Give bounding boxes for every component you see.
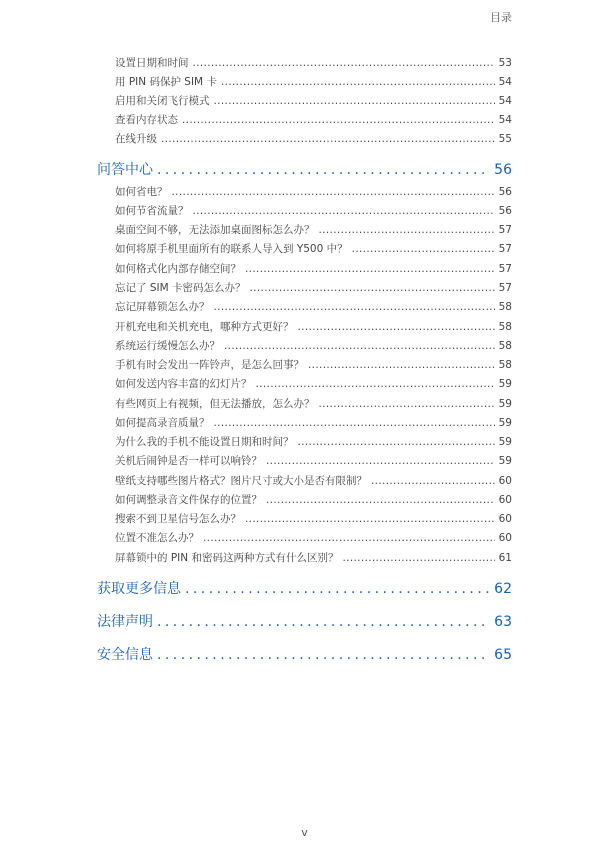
toc-entry-page: 56 xyxy=(498,205,512,217)
toc-entry-page: 54 xyxy=(498,76,512,88)
toc-entry-page: 60 xyxy=(498,513,512,525)
toc-entry-page: 57 xyxy=(498,224,512,236)
toc-entry-title: 设置日期和时间 xyxy=(115,57,189,69)
toc-leader-dots xyxy=(185,581,490,597)
toc-entry-page: 54 xyxy=(498,114,512,126)
toc-entry-page: 61 xyxy=(498,552,512,564)
toc-leader-dots xyxy=(157,614,490,630)
toc-entry-page: 53 xyxy=(498,57,512,69)
toc-entry-page: 60 xyxy=(498,475,512,487)
toc-entry[interactable] xyxy=(115,55,512,69)
toc-entry[interactable] xyxy=(115,396,512,410)
toc-leader-dots xyxy=(342,552,494,564)
toc-chapter-title: 问答中心 xyxy=(97,162,153,178)
toc-entry-title: 如何省电？ xyxy=(115,186,168,198)
toc-leader-dots xyxy=(266,455,495,467)
toc-entry[interactable] xyxy=(115,434,512,448)
toc-entry-title: 壁纸支持哪些图片格式？图片尺寸或大小是否有限制？ xyxy=(115,475,367,487)
toc-leader-dots xyxy=(172,186,495,198)
toc-chapter-page: 63 xyxy=(494,614,512,630)
toc-entry-page: 56 xyxy=(498,186,512,198)
toc-entry-title: 忘记了 SIM 卡密码怎么办？ xyxy=(115,282,246,294)
toc-entry[interactable] xyxy=(115,93,512,107)
toc-leader-dots xyxy=(214,417,495,429)
toc-entry[interactable] xyxy=(115,261,512,275)
toc-chapter-legal[interactable] xyxy=(97,611,512,631)
toc-entry[interactable] xyxy=(115,357,512,371)
toc-entry-page: 59 xyxy=(498,398,512,410)
toc-entry-title: 启用和关闭飞行模式 xyxy=(115,95,210,107)
toc-chapter-faq[interactable] xyxy=(97,159,512,179)
toc-entry[interactable] xyxy=(115,131,512,145)
toc-entry-page: 59 xyxy=(498,455,512,467)
toc-leader-dots xyxy=(250,282,495,294)
toc-entry[interactable] xyxy=(115,222,512,236)
toc-chapter-page: 62 xyxy=(494,581,512,597)
toc-leader-dots xyxy=(256,378,495,390)
toc-entry-page: 57 xyxy=(498,282,512,294)
toc-entry-page: 59 xyxy=(498,417,512,429)
toc-leader-dots xyxy=(161,133,495,145)
toc-entry-title: 开机充电和关机充电，哪种方式更好？ xyxy=(115,321,294,333)
toc-entry-title: 如何调整录音文件保存的位置？ xyxy=(115,494,262,506)
toc-entry-page: 58 xyxy=(498,340,512,352)
toc-entry-page: 55 xyxy=(498,133,512,145)
toc-leader-dots xyxy=(214,95,495,107)
toc-entry[interactable] xyxy=(115,530,512,544)
toc-entry-page: 58 xyxy=(498,301,512,313)
toc-entry-title: 位置不准怎么办？ xyxy=(115,532,199,544)
toc-entry-title: 查看内存状态 xyxy=(115,114,178,126)
toc-entry[interactable] xyxy=(115,299,512,313)
toc-entry-title: 手机有时会发出一阵铃声，是怎么回事？ xyxy=(115,359,304,371)
toc-entry[interactable] xyxy=(115,319,512,333)
toc-entry-title: 系统运行缓慢怎么办？ xyxy=(115,340,220,352)
toc-entry[interactable] xyxy=(115,241,512,255)
toc-leader-dots xyxy=(352,243,495,255)
toc-leader-dots xyxy=(203,532,495,544)
toc-chapter-more-info[interactable] xyxy=(97,578,512,598)
toc-leader-dots xyxy=(157,647,490,663)
page-header-title: 目录 xyxy=(490,11,512,24)
toc-entry-title: 关机后闹钟是否一样可以响铃？ xyxy=(115,455,262,467)
toc-entry[interactable] xyxy=(115,511,512,525)
toc-chapter-title: 法律声明 xyxy=(97,614,153,630)
toc-leader-dots xyxy=(182,114,495,126)
toc-entry-title: 屏幕锁中的 PIN 和密码这两种方式有什么区别？ xyxy=(115,552,339,564)
toc-leader-dots xyxy=(266,494,495,506)
toc-entry-page: 58 xyxy=(498,321,512,333)
toc-entry-page: 60 xyxy=(498,494,512,506)
toc-entry-title: 如何将原手机里面所有的联系人导入到 Y500 中？ xyxy=(115,243,348,255)
toc-entry-page: 59 xyxy=(498,378,512,390)
toc-leader-dots xyxy=(319,224,495,236)
toc-leader-dots xyxy=(193,57,495,69)
toc-entry[interactable] xyxy=(115,550,512,564)
toc-leader-dots xyxy=(224,340,495,352)
toc-entry-title: 桌面空间不够，无法添加桌面图标怎么办？ xyxy=(115,224,315,236)
toc-entry-title: 如何节省流量？ xyxy=(115,205,189,217)
toc-entry-page: 59 xyxy=(498,436,512,448)
toc-leader-dots xyxy=(298,436,495,448)
toc-leader-dots xyxy=(308,359,495,371)
toc-entry-title: 如何发送内容丰富的幻灯片？ xyxy=(115,378,252,390)
toc-chapter-title: 安全信息 xyxy=(97,647,153,663)
toc-entry-title: 为什么我的手机不能设置日期和时间？ xyxy=(115,436,294,448)
toc-entry[interactable] xyxy=(115,415,512,429)
toc-leader-dots xyxy=(245,513,495,525)
toc-entry-page: 58 xyxy=(498,359,512,371)
toc-entry-title: 如何提高录音质量？ xyxy=(115,417,210,429)
toc-entry[interactable] xyxy=(115,376,512,390)
toc-entry[interactable] xyxy=(115,280,512,294)
toc-entry[interactable] xyxy=(115,112,512,126)
toc-chapter-page: 56 xyxy=(494,162,512,178)
toc-entry[interactable] xyxy=(115,453,512,467)
toc-entry-title: 有些网页上有视频，但无法播放，怎么办？ xyxy=(115,398,315,410)
page-footer-number: v xyxy=(301,826,308,839)
toc-entry-page: 57 xyxy=(498,263,512,275)
toc-entry[interactable] xyxy=(115,338,512,352)
toc-chapter-safety[interactable] xyxy=(97,644,512,664)
toc-leader-dots xyxy=(371,475,495,487)
toc-entry-page: 57 xyxy=(498,243,512,255)
toc-entry[interactable] xyxy=(115,203,512,217)
toc-entry-page: 54 xyxy=(498,95,512,107)
toc-entry-title: 搜索不到卫星信号怎么办？ xyxy=(115,513,241,525)
toc-leader-dots xyxy=(214,301,495,313)
toc-leader-dots xyxy=(157,162,490,178)
toc-entry-title: 在线升级 xyxy=(115,133,157,145)
toc-entry[interactable] xyxy=(115,473,512,487)
toc-leader-dots xyxy=(298,321,495,333)
toc-entry-page: 60 xyxy=(498,532,512,544)
toc-entry-title: 忘记屏幕锁怎么办？ xyxy=(115,301,210,313)
toc-entry[interactable] xyxy=(115,184,512,198)
toc-leader-dots xyxy=(221,76,495,88)
toc-leader-dots xyxy=(245,263,495,275)
toc-entry[interactable] xyxy=(115,492,512,506)
toc-leader-dots xyxy=(319,398,495,410)
toc-chapter-page: 65 xyxy=(494,647,512,663)
toc-leader-dots xyxy=(193,205,495,217)
toc-entry[interactable] xyxy=(115,74,512,88)
toc-entry-title: 用 PIN 码保护 SIM 卡 xyxy=(115,76,217,88)
toc-chapter-title: 获取更多信息 xyxy=(97,581,181,597)
toc-entry-title: 如何格式化内部存储空间？ xyxy=(115,263,241,275)
